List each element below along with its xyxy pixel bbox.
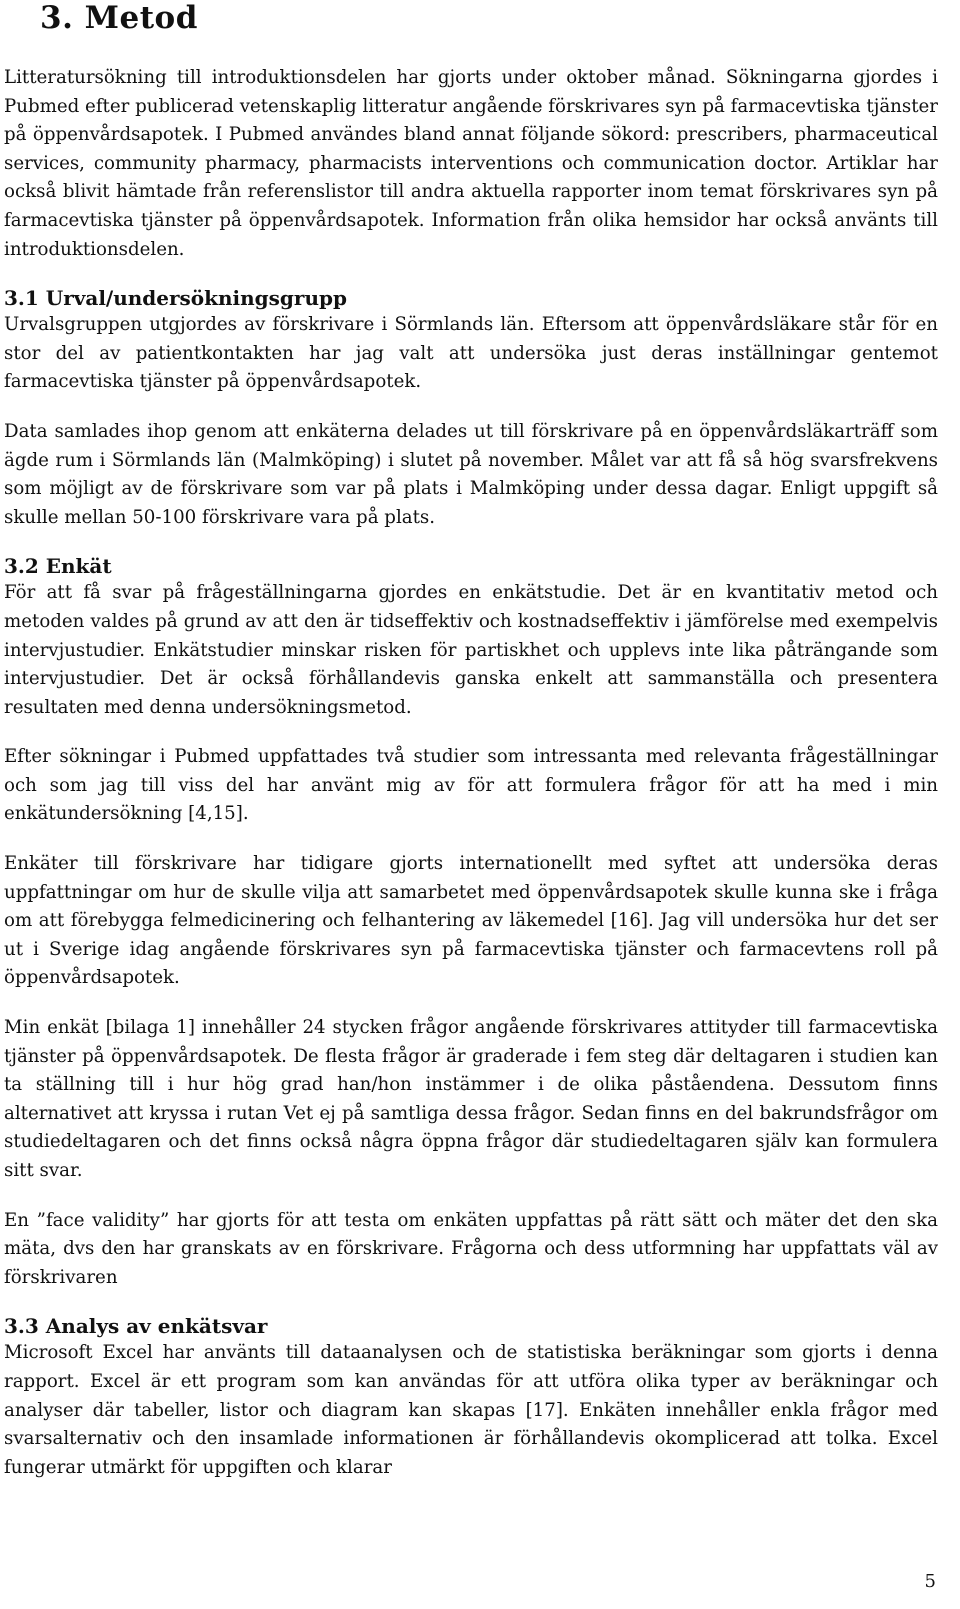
page-title: 3. Metod bbox=[40, 0, 198, 36]
paragraph: Data samlades ihop genom att enkäterna delades ut till förskrivare på en öppenvårdsläkarträff som ägde rum i Sörmlands län (Malmköping) i slutet på november. Målet var att få så hög svarsfrekvens som möjligt av de förskrivare som var på plats i Malmköping under dessa dagar. Enligt uppgift så skulle mellan 50-100 förskrivare vara på plats. bbox=[4, 420, 938, 528]
section-heading-analys: 3.3 Analys av enkätsvar bbox=[4, 1314, 268, 1339]
document-page bbox=[4, 0, 938, 1482]
paragraph: För att få svar på frågeställningarna gjordes en enkätstudie. Det är en kvantitativ metod och metoden valdes på grund av att den är tidseffektiv och kostnadseffektiv i jämförelse med exempelvis intervjustudier. Enkätstudier minskar risken för partiskhet och upplevs inte lika påträngande som intervjustudier. Det är också förhållandevis ganska enkelt att sammanställa och presentera resultaten med denna undersökningsmetod. bbox=[4, 582, 938, 718]
paragraph: Microsoft Excel har använts till dataanalysen och de statistiska beräkningar som gjorts i denna rapport. Excel är ett program som kan användas för att utföra olika typer av beräkningar och analyser där tabeller, listor och diagram kan skapas [17]. Enkäten innehåller enkla frågor med svarsalternativ och den insamlade informationen är förhållandevis okomplicerad att tolka. Excel fungerar utmärkt för uppgiften och klarar bbox=[4, 1342, 938, 1478]
intro-paragraph: Litteratursökning till introduktionsdelen har gjorts under oktober månad. Sökningarna gjordes i Pubmed efter publicerad vetenskaplig litteratur angående förskrivares syn på farmacevtiska tjänster på öppenvårdsapotek. I Pubmed användes bland annat följande sökord: prescribers, pharmaceutical services, community pharmacy, pharmacists interventions och communication doctor. Artiklar har också blivit hämtade från referenslistor till andra aktuella rapporter inom temat förskrivares syn på farmacevtiska tjänster på öppenvårdsapotek. Information från olika hemsidor har också använts till introduktionsdelen. bbox=[4, 67, 938, 260]
paragraph: Min enkät [bilaga 1] innehåller 24 stycken frågor angående förskrivares attityder till farmacevtiska tjänster på öppenvårdsapotek. De flesta frågor är graderade i fem steg där deltagaren i studien kan ta ställning till i hur hög grad han/hon instämmer i de olika påståendena. Dessutom finns alternativet att kryssa i rutan Vet ej på samtliga dessa frågor. Sedan finns en del bakrundsfrågor om studiedeltagaren och det finns också några öppna frågor där studiedeltagaren själv kan formulera sitt svar. bbox=[4, 1017, 938, 1181]
section-heading-urval: 3.1 Urval/undersökningsgrupp bbox=[4, 286, 347, 311]
paragraph: Urvalsgruppen utgjordes av förskrivare i Sörmlands län. Eftersom att öppenvårdsläkare står för en stor del av patientkontakten har jag valt att undersöka just deras inställningar gentemot farmacevtiska tjänster på öppenvårdsapotek. bbox=[4, 314, 938, 393]
paragraph: En ”face validity” har gjorts för att testa om enkäten uppfattas på rätt sätt och mäter det den ska mäta, dvs den har granskats av en förskrivare. Frågorna och dess utformning har uppfattats väl av förskrivaren bbox=[4, 1209, 938, 1288]
page-number: 5 bbox=[924, 1571, 936, 1592]
paragraph: Efter sökningar i Pubmed uppfattades två studier som intressanta med relevanta frågeställningar och som jag till viss del har använt mig av för att formulera frågor för att ha med i min enkätundersökning [4,15]. bbox=[4, 746, 938, 825]
paragraph: Enkäter till förskrivare har tidigare gjorts internationellt med syftet att undersöka deras uppfattningar om hur de skulle vilja att samarbetet med öppenvårdsapotek skulle kunna ske i fråga om att förebygga felmedicinering och felhantering av läkemedel [16]. Jag vill undersöka hur det ser ut i Sverige idag angående förskrivares syn på farmacevtiska tjänster och farmacevtens roll på öppenvårdsapotek. bbox=[4, 853, 938, 989]
section-heading-enkat: 3.2 Enkät bbox=[4, 554, 112, 579]
